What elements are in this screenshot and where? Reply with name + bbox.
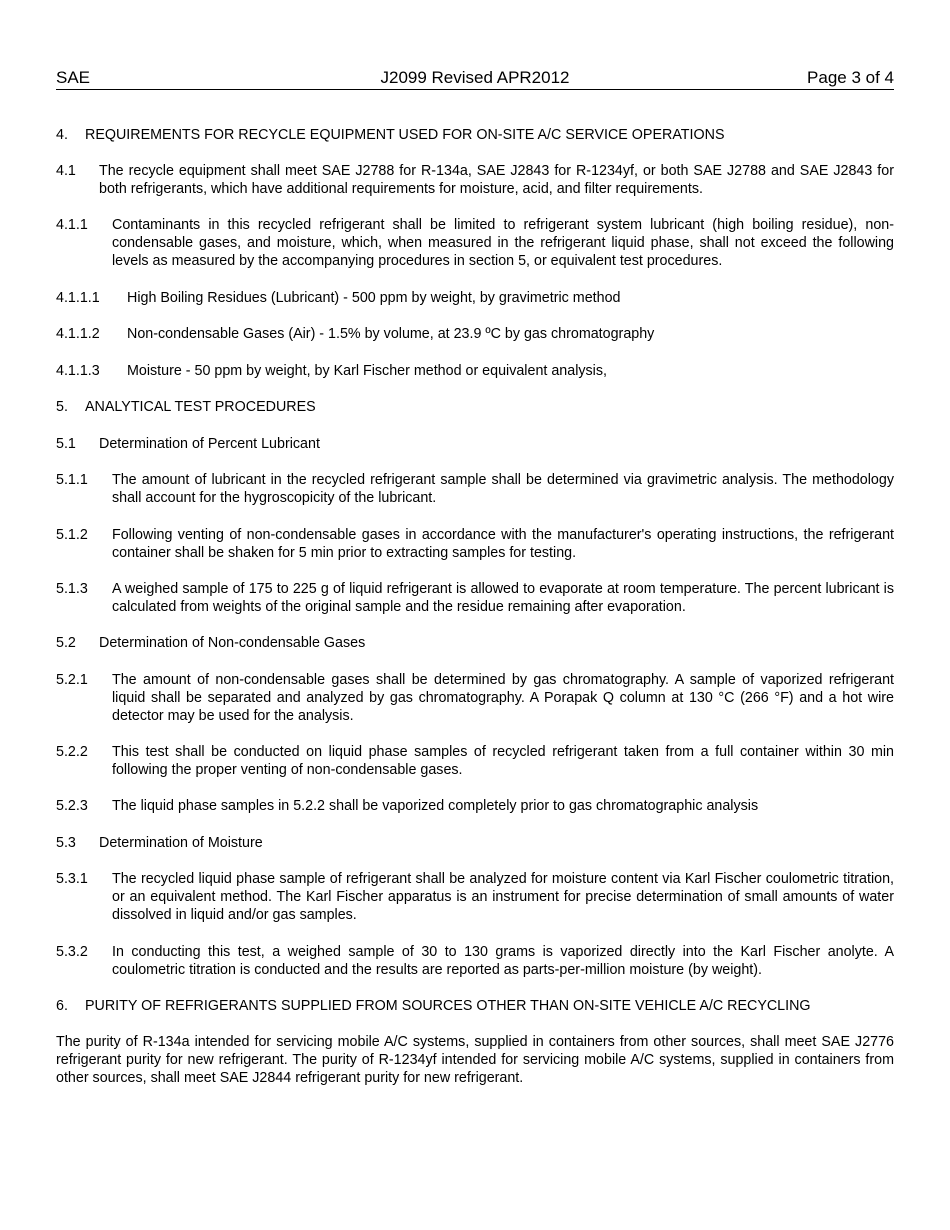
clause (56, 162, 894, 198)
clause-number: 5.1.2 (56, 527, 88, 543)
clause (56, 362, 894, 380)
clause (56, 943, 894, 979)
section-number: 5. (56, 399, 68, 415)
clause-text: Following venting of non-condensable gases in accordance with the manufacturer's operating instructions, the refrigerant container shall be shaken for 5 min prior to extracting samples for testing. (112, 527, 894, 561)
clause (56, 870, 894, 924)
section-number: 6. (56, 998, 68, 1014)
clause-text: The liquid phase samples in 5.2.2 shall be vaporized completely prior to gas chromatographic analysis (112, 798, 759, 814)
clause (56, 743, 894, 779)
page-header (56, 67, 894, 90)
subsection-heading (56, 634, 894, 652)
header-page-number: Page 3 of 4 (807, 68, 894, 87)
clause-text: Contaminants in this recycled refrigerant shall be limited to refrigerant system lubricant (high boiling residue), non-condensable gases, and moisture, which, when measured in the refrigerant liquid phase, shall not exceed the following levels as measured by the accompanying procedures in section 5, or equivalent test procedures. (112, 217, 894, 269)
section-heading (56, 997, 894, 1015)
clause (56, 797, 894, 815)
clause-text: High Boiling Residues (Lubricant) - 500 ppm by weight, by gravimetric method (127, 290, 621, 306)
clause-text: Moisture - 50 ppm by weight, by Karl Fischer method or equivalent analysis, (127, 363, 607, 379)
header-doc-id: J2099 Revised APR2012 (380, 68, 570, 87)
clause-number: 4.1.1 (56, 217, 88, 233)
clause-text: Non-condensable Gases (Air) - 1.5% by volume, at 23.9 ºC by gas chromatography (127, 326, 655, 342)
clause-number: 4.1.1.3 (56, 363, 100, 379)
body-paragraph: The purity of R-134a intended for servicing mobile A/C systems, supplied in containers from other sources, shall meet SAE J2776 refrigerant purity for new refrigerant. The purity of R-1234yf intended for servicing mobile A/C systems, supplied in containers from other sources, shall meet SAE J2844 refrigerant purity for new refrigerant. (56, 1034, 894, 1086)
clause (56, 526, 894, 562)
clause-number: 5.1.3 (56, 581, 88, 597)
clause-text: The amount of non-condensable gases shall be determined by gas chromatography. A sample of vaporized refrigerant liquid shall be separated and analyzed by gas chromatography. A Porapak Q column at 130 °C (266 °F) and a hot wire detector may be used for the analysis. (112, 672, 894, 724)
clause (56, 671, 894, 725)
clause-text: The recycle equipment shall meet SAE J2788 for R-134a, SAE J2843 for R-1234yf, or both SAE J2788 and SAE J2843 for both refrigerants, which have additional requirements for moisture, acid, and filter requirements. (99, 163, 894, 197)
clause-text: A weighed sample of 175 to 225 g of liquid refrigerant is allowed to evaporate at room temperature. The percent lubricant is calculated from weights of the original sample and the residue remaining after evaporation. (112, 581, 894, 615)
clause-text: This test shall be conducted on liquid phase samples of recycled refrigerant taken from a full container within 30 min following the proper venting of non-condensable gases. (112, 744, 894, 778)
clause (56, 471, 894, 507)
clause-number: 5.3.2 (56, 944, 88, 960)
section-title: REQUIREMENTS FOR RECYCLE EQUIPMENT USED FOR ON-SITE A/C SERVICE OPERATIONS (85, 127, 725, 143)
section-title: PURITY OF REFRIGERANTS SUPPLIED FROM SOURCES OTHER THAN ON-SITE VEHICLE A/C RECYCLING (85, 998, 811, 1014)
clause-number: 4.1.1.2 (56, 326, 100, 342)
clause-number: 5.2.1 (56, 672, 88, 688)
section-number: 4. (56, 127, 68, 143)
subsection-number: 5.2 (56, 635, 76, 651)
section-heading (56, 398, 894, 416)
clause (56, 325, 894, 343)
subsection-heading (56, 834, 894, 852)
clause-number: 5.2.3 (56, 798, 88, 814)
section-heading (56, 126, 894, 144)
header-org: SAE (56, 68, 91, 87)
section-title: ANALYTICAL TEST PROCEDURES (85, 399, 316, 415)
subsection-title: Determination of Moisture (99, 835, 263, 851)
clause (56, 289, 894, 307)
subsection-title: Determination of Percent Lubricant (99, 436, 320, 452)
subsection-number: 5.1 (56, 436, 76, 452)
clause-number: 5.3.1 (56, 871, 88, 887)
clause-number: 5.1.1 (56, 472, 88, 488)
clause-text: In conducting this test, a weighed sample of 30 to 130 grams is vaporized directly into the Karl Fischer anolyte. A coulometric titration is conducted and the results are reported as parts-per-million moisture (by weight). (112, 944, 894, 978)
subsection-heading (56, 435, 894, 453)
subsection-number: 5.3 (56, 835, 76, 851)
clause (56, 216, 894, 270)
clause-text: The recycled liquid phase sample of refrigerant shall be analyzed for moisture content via Karl Fischer coulometric titration, or an equivalent method. The Karl Fischer apparatus is an instrument for precise determination of small amounts of water dissolved in liquid and/or gas samples. (112, 871, 894, 923)
subsection-title: Determination of Non-condensable Gases (99, 635, 366, 651)
clause-number: 5.2.2 (56, 744, 88, 760)
clause-number: 4.1.1.1 (56, 290, 100, 306)
clause-text: The amount of lubricant in the recycled refrigerant sample shall be determined via gravimetric analysis. The methodology shall account for the hygroscopicity of the lubricant. (112, 472, 894, 506)
clause-number: 4.1 (56, 163, 76, 179)
clause (56, 580, 894, 616)
